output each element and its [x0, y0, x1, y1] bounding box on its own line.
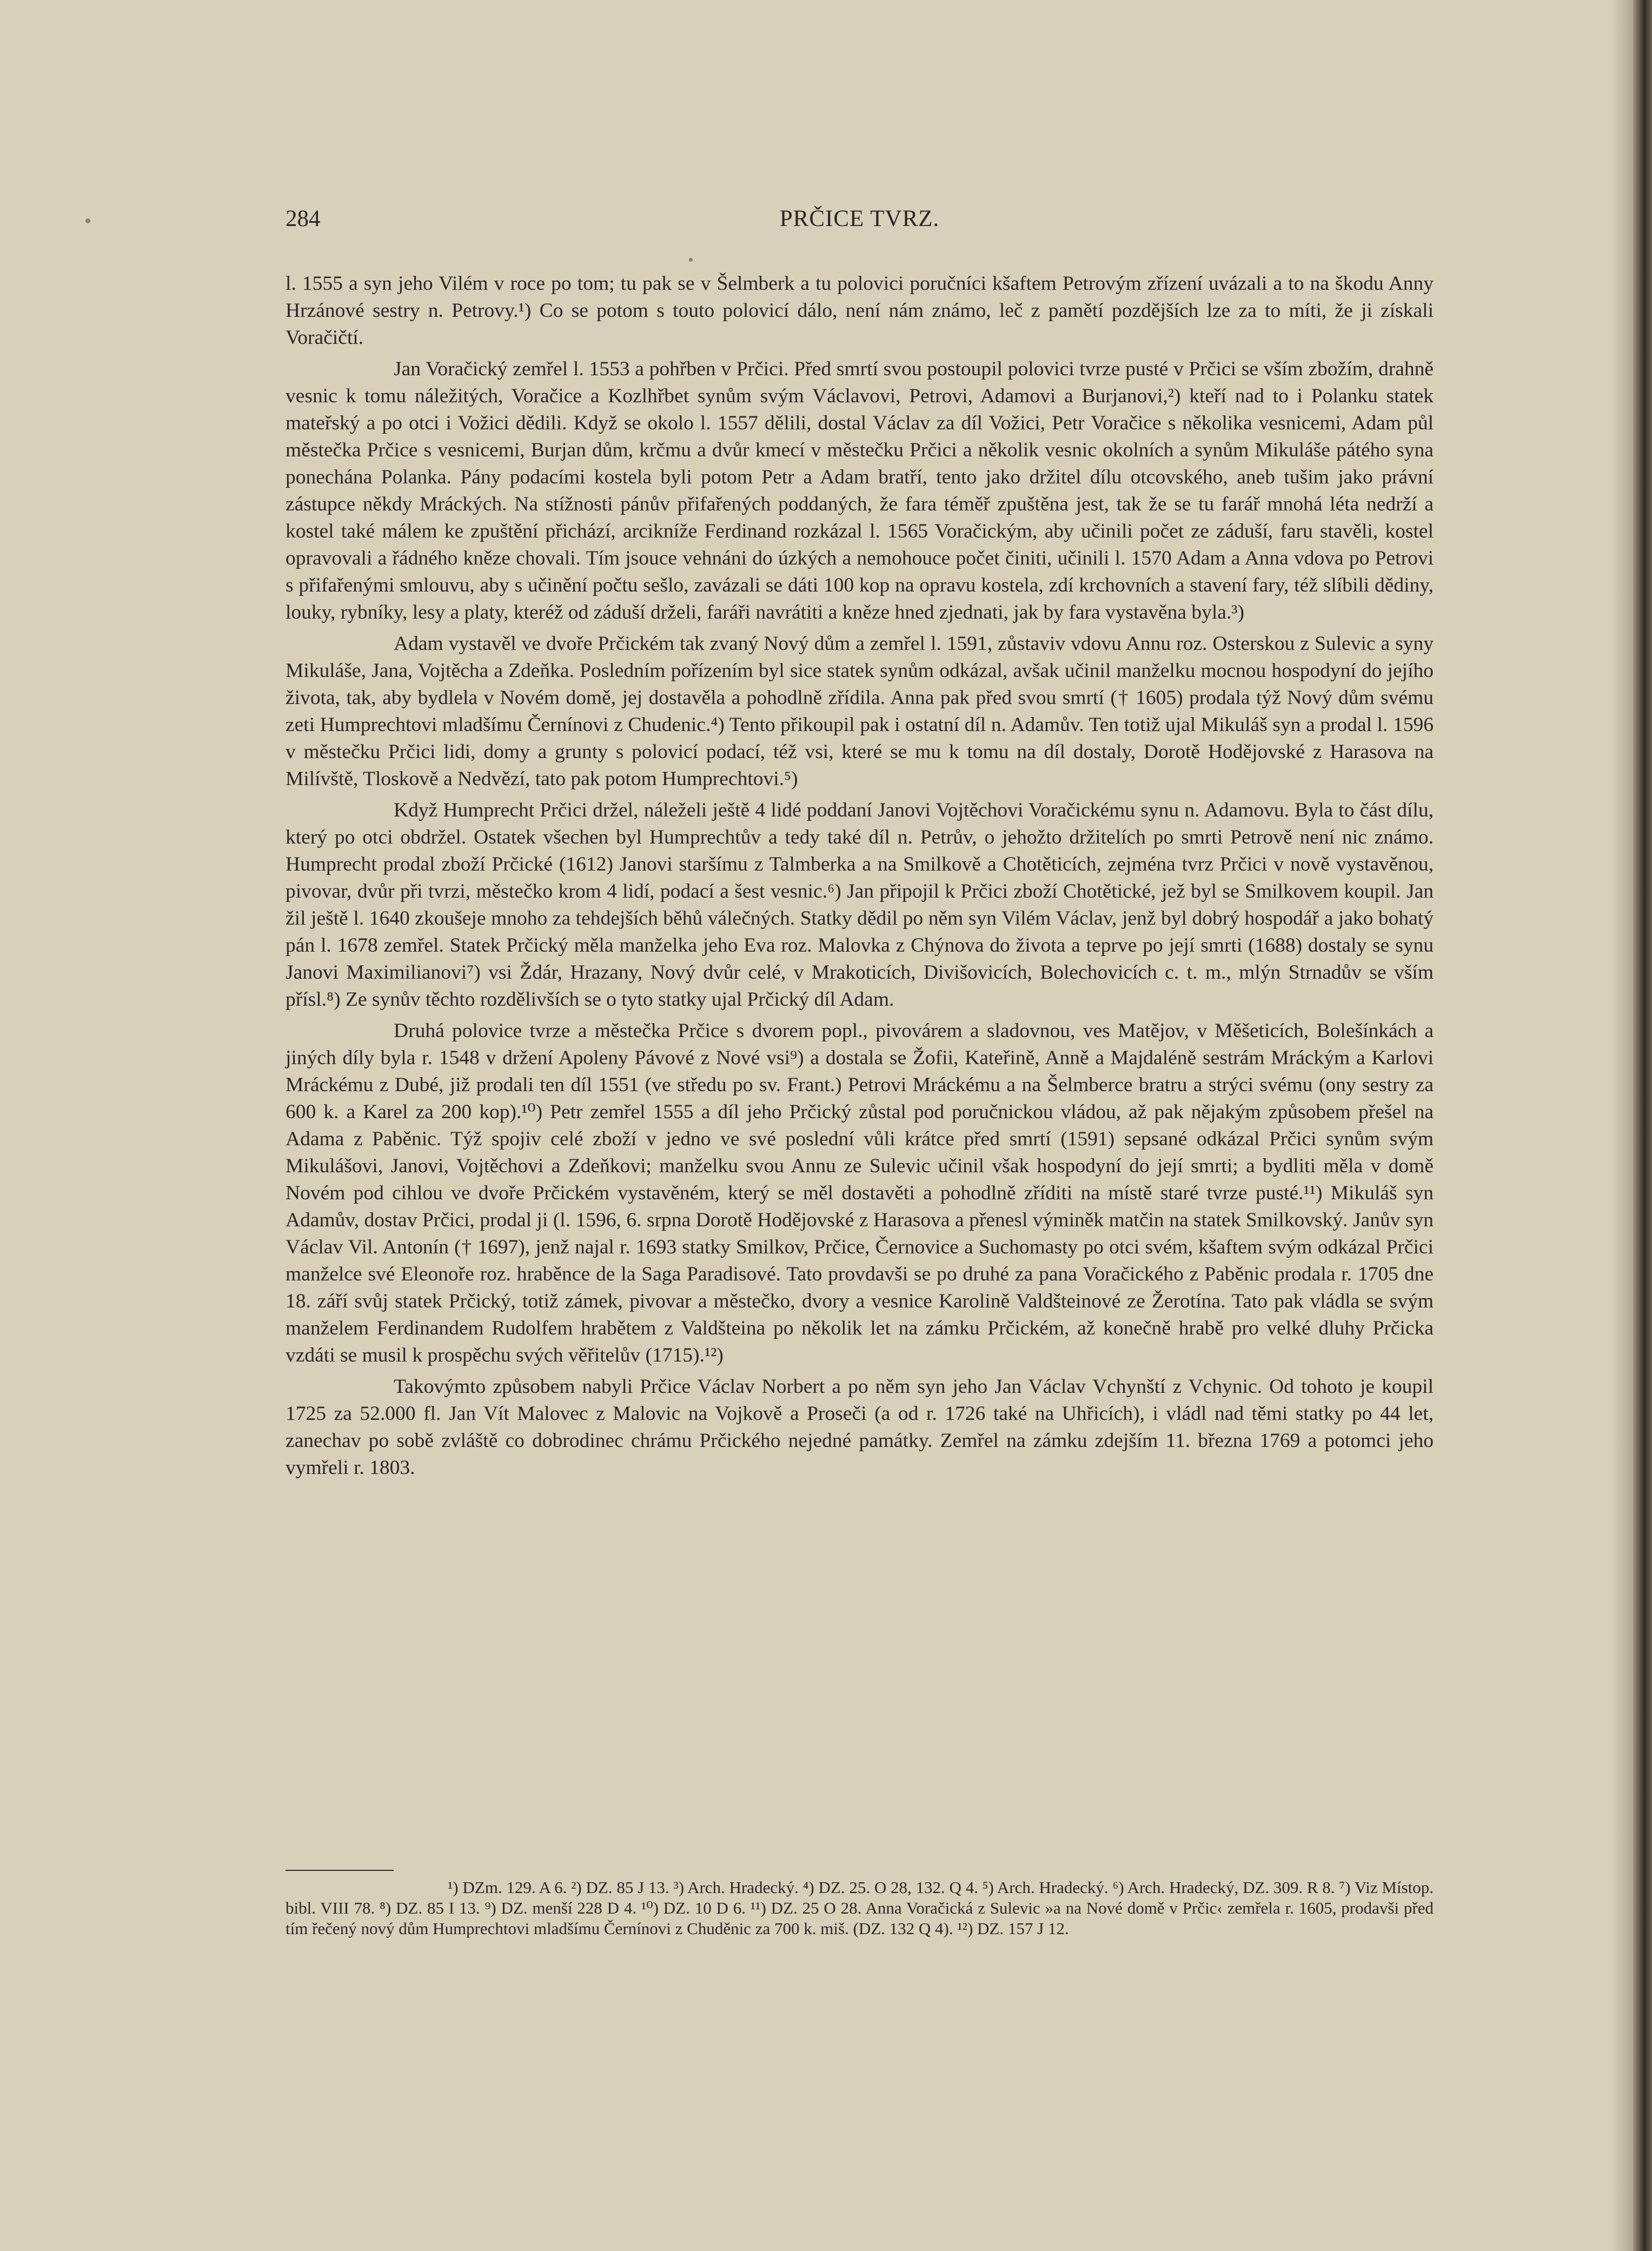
paragraph: Druhá polovice tvrze a městečka Prčice s dvorem popl., pivovárem a sladovnou, ves Matějov, v Měšeticích, Bolešínkách a jiných díly byla r. 1548 v držení Apoleny Pávové z Nové vsi⁹) a dostala se Žofii, Kateřině, Anně a Majdaléně sestrám Mráckým a Karlovi Mráckému z Dubé, již prodali ten díl 1551 (ve středu po sv. Frant.) Petrovi Mráckému a na Šelmberce bratru a strýci svému (ony sestry za 600 k. a Karel za 200 kop).¹⁰) Petr zemřel 1555 a díl jeho Prčický zůstal pod poručnickou vládou, až pak nějakým způsobem přešel na Adama z Paběnic. Týž spojiv celé zboží v jedno ve své poslední vůli krátce před smrtí (1591) sepsané odkázal Prčici synům svým Mikulášovi, Janovi, Vojtěchovi a Zdeňkovi; manželku svou Annu ze Sulevic učinil však hospodyní do její smrti; a bydliti měla v domě Novém pod cihlou ve dvoře Prčickém vystavěném, který se měl dostavěti a pohodlně zříditi na místě staré tvrze pusté.¹¹) Mikuláš syn Adamův, dostav Prčici, prodal ji (l. 1596, 6. srpna Dorotě Hodějovské z Harasova a přenesl výminěk matčin na statek Smilkovský. Janův syn Václav Vil. Antonín († 1697), jenž najal r. 1693 statky Smilkov, Prčice, Černovice a Suchomasty po otci svém, kšaftem svým odkázal Prčici manželce své Eleonoře roz. hraběnce de la Saga Paradisové. Tato provdavši se po druhé za pana Voračického z Paběnic prodala r. 1705 dne 18. září svůj statek Prčický, totiž zámek, pivovar a městečko, dvory a vesnice Karolině Valdšteinové ze Žerotína. Tato pak vládla se svým manželem Ferdinandem Rudolfem hrabětem z Valdšteina po několik let na zámku Prčickém, až konečně hrabě pro velké dluhy Prčicka vzdáti se musil k prospěchu svých věřitelův (1715).¹²) [286, 1020, 1434, 1366]
paragraph: Když Humprecht Prčici držel, náleželi ještě 4 lidé poddaní Janovi Vojtěchovi Voračickému synu n. Adamovu. Byla to část dílu, který po otci obdržel. Ostatek všechen byl Humprechtův a tedy také díl n. Petrův, o jehožto držitelích po smrti Petrově není nic známo. Humprecht prodal zboží Prčické (1612) Janovi staršímu z Talmberka a na Smilkově a Chotěticích, zejména tvrz Prčici v nově vystavěnou, pivovar, dvůr při tvrzi, městečko krom 4 lidí, podací a šest vesnic.⁶) Jan připojil k Prčici zboží Chotětické, jež byl se Smilkovem koupil. Jan žil ještě l. 1640 zkoušeje mnoho za tehdejších běhů válečných. Statky dědil po něm syn Vilém Václav, jenž byl dobrý hospodář a jako bohatý pán l. 1678 zemřel. Statek Prčický měla manželka jeho Eva roz. Malovka z Chýnova do života a teprve po její smrti (1688) dostaly se synu Janovi Maximilianovi⁷) vsi Ždár, Hrazany, Nový dvůr celé, v Mrakoticích, Divišovicích, Bolechovicích c. t. m., mlýn Strnadův se vším přísl.⁸) Ze synův těchto rozdělivších se o tyto statky ujal Prčický díl Adam. [286, 799, 1434, 1011]
footnote-divider [286, 1870, 394, 1871]
footnotes: ¹) DZm. 129. A 6. ²) DZ. 85 J 13. ³) Arch. Hradecký. ⁴) DZ. 25. O 28, 132. Q 4. ⁵) Arch. Hradecký. ⁶) Arch. Hradecký, DZ. 309. R 8. ⁷) Viz Místop. bibl. VIII 78. ⁸) DZ. 85 I 13. ⁹) DZ. menší 228 D 4. ¹⁰) DZ. 10 D 6. ¹¹) DZ. 25 O 28. Anna Voračická z Sulevic »a na Nové domě v Prčic‹ zemřela r. 1605, prodavši před tím řečený nový dům Humprechtovi mladšímu Černínovi z Chuděnic za 700 k. miš. (DZ. 132 Q 4). ¹²) DZ. 157 J 12. [286, 1878, 1434, 1938]
book-binding-edge [1633, 0, 1652, 2251]
paragraph: Adam vystavěl ve dvoře Prčickém tak zvaný Nový dům a zemřel l. 1591, zůstaviv vdovu Annu roz. Osterskou z Sulevic a syny Mikuláše, Jana, Vojtěcha a Zdeňka. Posledním pořízením byl sice statek synům odkázal, avšak učinil manželku mocnou hospodyní do jejího života, tak, aby bydlela v Novém domě, jej dostavěla a pohodlně zřídila. Anna pak před svou smrtí († 1605) prodala týž Nový dům svému zeti Humprechtovi mladšímu Černínovi z Chudenic.⁴) Tento přikoupil pak i ostatní díl n. Adamův. Ten totiž ujal Mikuláš syn a prodal l. 1596 v městečku Prčici lidi, domy a grunty s polovicí podací, též vsi, které se mu k tomu na díl dostaly, Dorotě Hodějovské z Harasova na Milívště, Tloskově a Nedvězí, tato pak potom Humprechtovi.⁵) [286, 633, 1434, 790]
running-title: PRČICE TVRZ. [779, 206, 940, 231]
page-header [286, 205, 1434, 238]
paper-speck [85, 218, 90, 223]
page-number: 284 [286, 206, 321, 231]
paragraph: Jan Voračický zemřel l. 1553 a pohřben v Prčici. Před smrtí svou postoupil polovici tvrze pusté v Prčici se vším zbožím, drahně vesnic k tomu náležitých, Voračice a Kozlhřbet synům svým Václavovi, Petrovi, Adamovi a Burjanovi,²) kteří nad to i Polanku statek mateřský a po otci i Vožici dědili. Když se okolo l. 1557 dělili, dostal Václav za díl Vožici, Petr Voračice s několika vesnicemi, Adam půl městečka Prčice s vesnicemi, Burjan dům, krčmu a dvůr kmecí v městečku Prčici a několik vesnic okolních a synům Mikuláše pátého syna ponechána Polanka. Pány podacími kostela byli potom Petr a Adam bratří, tento jako držitel dílu otcovského, aneb tušim jako právní zástupce někdy Mráckých. Na stížnosti pánův přifařených poddaných, že fara téměř zpuštěna jest, tak že se tu farář mnohá léta nedrží a kostel také málem ke zpuštění přichází, arcikníže Ferdinand rozkázal l. 1565 Voračickým, aby učinili počet ze záduší, faru stavěli, kostel opravovali a řádného kněze chovali. Tím jsouce vehnáni do úzkých a nemohouce počet činiti, učinili l. 1570 Adam a Anna vdova po Petrovi s přifařenými smlouvu, aby s učinění počtu sešlo, zavázali se dáti 100 kop na opravu kostela, zdí krchovních a stavení fary, též slíbili dědiny, louky, rybníky, lesy a platy, kteréž od záduší drželi, faráři navrátiti a kněze hned zjednati, jak by fara vystavěna byla.³) [286, 358, 1434, 623]
paper-speck [689, 258, 693, 262]
main-text [286, 270, 1434, 1482]
gutter-shadow [1611, 0, 1633, 2251]
paragraph: Takovýmto způsobem nabyli Prčice Václav Norbert a po něm syn jeho Jan Václav Vchynští z Vchynic. Od tohoto je koupil 1725 za 52.000 fl. Jan Vít Malovec z Malovic na Vojkově a Proseči (a od r. 1726 také na Uhřicích), i vládl nad těmi statky po 44 let, zanechav po sobě zvláště co dobrodinec chrámu Prčického nejedné památky. Zemřel na zámku zdejším 11. března 1769 a potomci jeho vymřeli r. 1803. [286, 1376, 1434, 1479]
paragraph-continuation: l. 1555 a syn jeho Vilém v roce po tom; tu pak se v Šelmberk a tu polovici poručníci kšaftem Petrovým zřízení uvázali a to na škodu Anny Hrzánové sestry n. Petrovy.¹) Co se potom s touto polovicí dálo, není nám známo, leč z pamětí pozdějších lze za to míti, že ji získali Voračičtí. [286, 273, 1434, 349]
